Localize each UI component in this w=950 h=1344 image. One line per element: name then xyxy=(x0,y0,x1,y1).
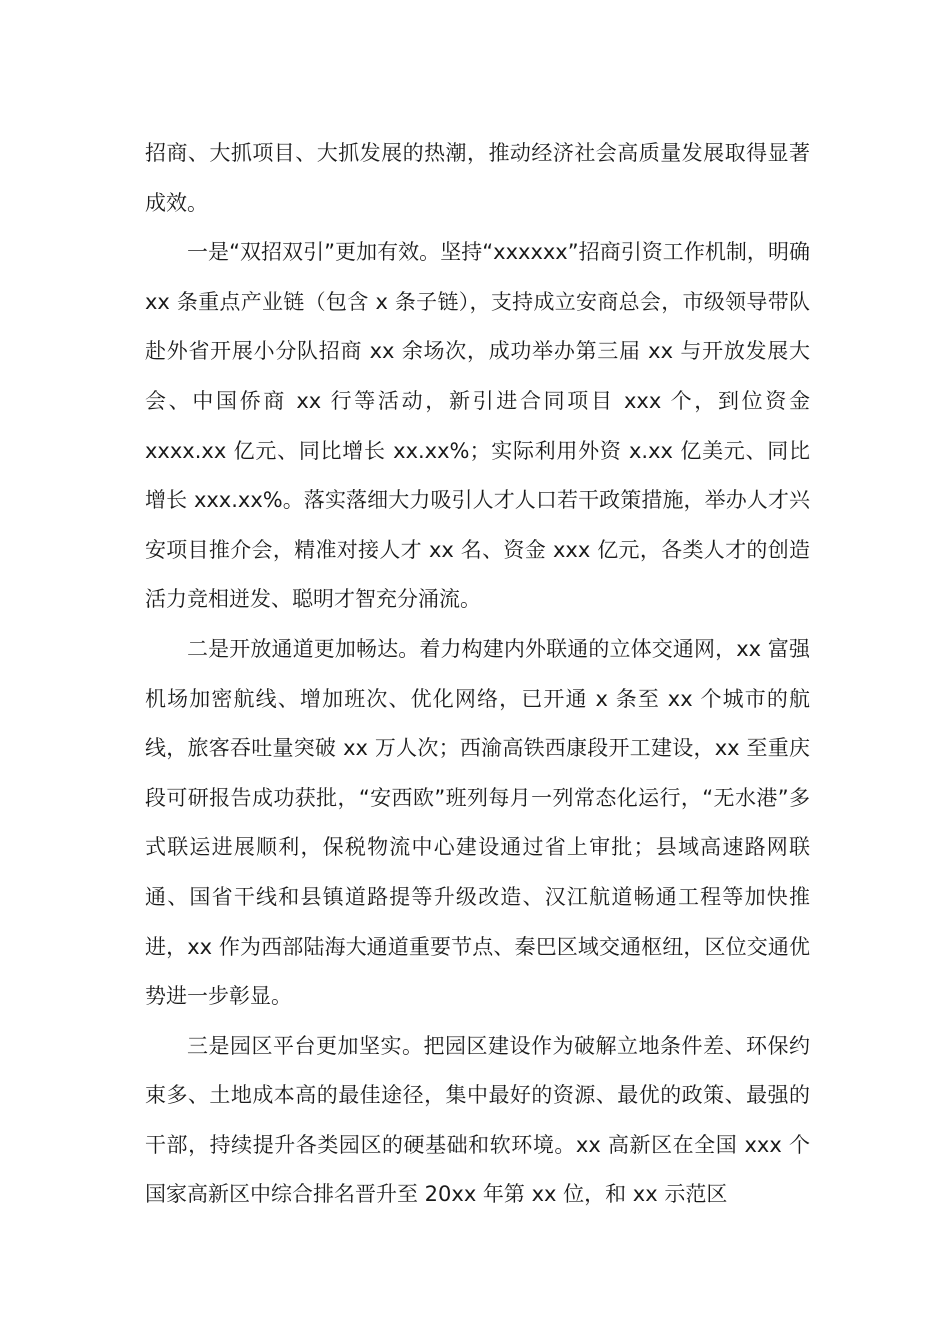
paragraph-open-channels: 二是开放通道更加畅达。着力构建内外联通的立体交通网，xx 富强机场加密航线、增加班次、优化网络，已开通 x 条至 xx 个城市的航线，旅客吞吐量突破 xx 万人次；西渝高铁西康段开工建设，xx 至重庆段可研报告成功获批，“安西欧”班列每月一列常态化运行，“无水港”多式联运进展顺利，保税物流中心建设通过省上审批；县域高速路网联通、国省干线和县镇道路提等升级改造、汉江航道畅通工程等加快推进，xx 作为西部陆海大通道重要节点、秦巴区域交通枢纽，区位交通优势进一步彰显。 xyxy=(145,636,810,1009)
paragraph-investment-talent: 一是“双招双引”更加有效。坚持“xxxxxx”招商引资工作机制，明确 xx 条重点产业链（包含 x 条子链），支持成立安商总会，市级领导带队赴外省开展小分队招商 xx 余场次，成功举办第三届 xx 与开放发展大会、中国侨商 xx 行等活动，新引进合同项目 xxx 个，到位资金 xxxx.xx 亿元、同比增长 xx.xx%；实际利用外资 x.xx 亿美元、同比增长 xxx.xx%。落实落细大力吸引人才人口若干政策措施，举办人才兴安项目推介会，精准对接人才 xx 名、资金 xxx 亿元，各类人才的创造活力竞相迸发、聪明才智充分涌流。 xyxy=(145,240,810,612)
document-body xyxy=(145,129,810,1220)
paragraph-park-platforms: 三是园区平台更加坚实。把园区建设作为破解立地条件差、环保约束多、土地成本高的最佳途径，集中最好的资源、最优的政策、最强的干部，持续提升各类园区的硬基础和软环境。xx 高新区在全国 xxx 个国家高新区中综合排名晋升至 20xx 年第 xx 位，和 xx 示范区 xyxy=(145,1033,810,1207)
paragraph-continuation: 招商、大抓项目、大抓发展的热潮，推动经济社会高质量发展取得显著成效。 xyxy=(145,141,810,215)
